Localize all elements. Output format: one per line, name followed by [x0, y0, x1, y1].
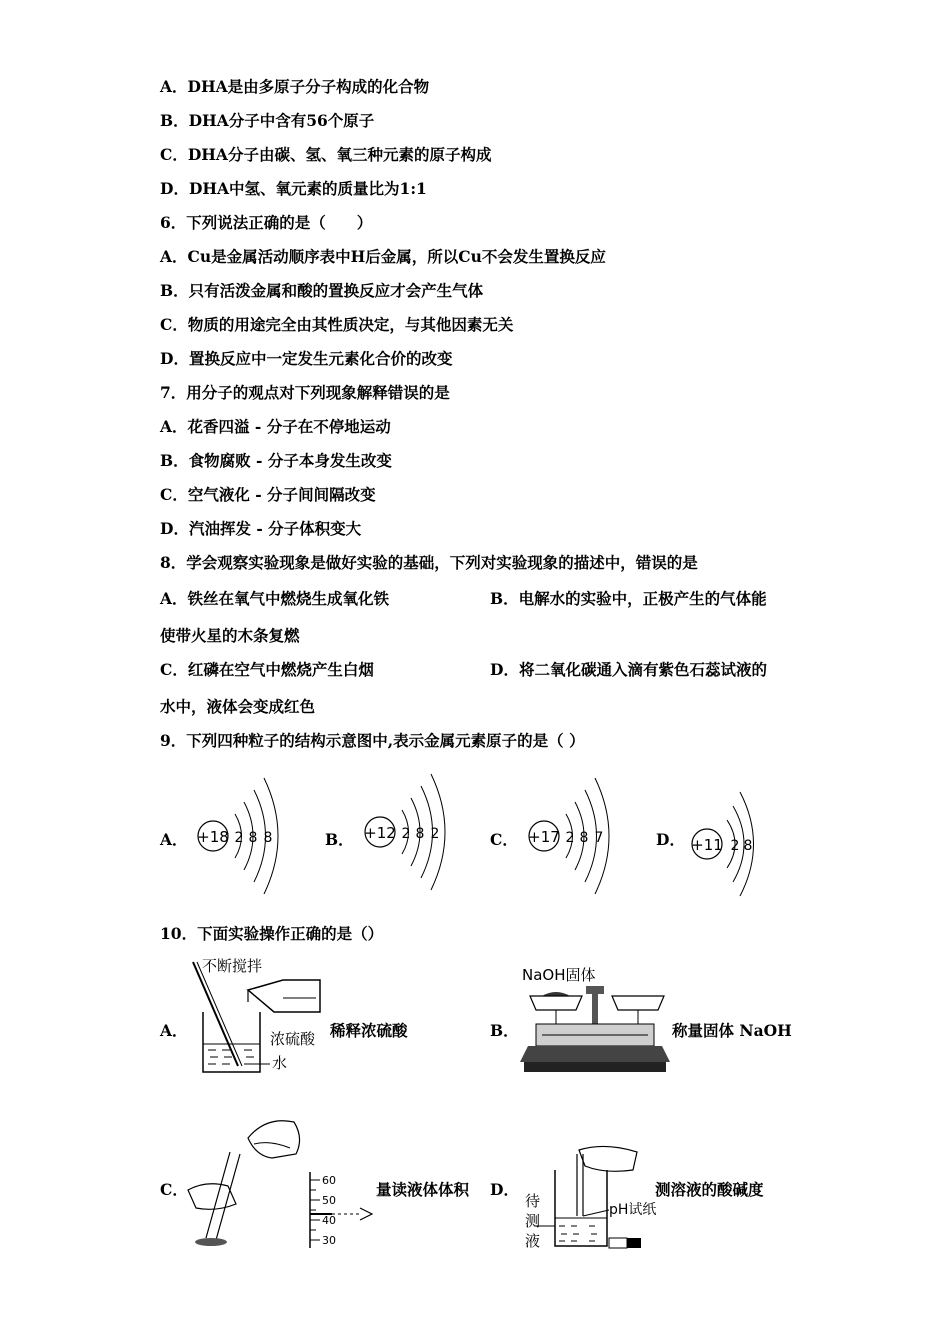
shell-c-1: 2 [565, 830, 575, 846]
atom-diagram-c [522, 772, 632, 902]
q10-label-c: C． [160, 1180, 188, 1199]
shell-c-2: 8 [579, 830, 589, 846]
acid-label: 浓硫酸 [270, 1030, 316, 1048]
shell-a-2: 8 [248, 830, 258, 846]
q6-option-d: D．置换反应中一定发生元素化合价的改变 [160, 349, 453, 368]
q6-option-b: B．只有活泼金属和酸的置换反应才会产生气体 [160, 281, 484, 300]
q8-stem: 8．学会观察实验现象是做好实验的基础，下列对实验现象的描述中，错误的是 [160, 553, 698, 572]
q5-option-c: C．DHA分子由碳、氢、氧三种元素的原子构成 [160, 145, 492, 164]
atom-diagram-b [358, 768, 468, 898]
water-label: 水 [272, 1054, 288, 1072]
q8-option-d-continued: 水中，液体会变成红色 [160, 697, 316, 716]
shell-c-3: 7 [594, 830, 604, 846]
shell-a-1: 2 [234, 830, 244, 846]
q9-label-d: D． [656, 830, 685, 849]
q10-caption-c: 量读液体体积 [376, 1180, 470, 1199]
tick-50: 50 [322, 1194, 336, 1207]
naoh-solid-label: NaOH固体 [522, 966, 596, 984]
shell-a-3: 8 [263, 830, 273, 846]
ph-paper-label: pH试纸 [609, 1202, 657, 1218]
tick-30: 30 [322, 1234, 336, 1247]
cylinder-reading-figure [186, 1108, 376, 1252]
tick-60: 60 [322, 1174, 336, 1187]
liquid-label-1: 待 [525, 1192, 541, 1210]
q10-stem: 10．下面实验操作正确的是（） [160, 924, 384, 943]
dilute-acid-figure [188, 954, 328, 1078]
q10-caption-d: 测溶液的酸碱度 [655, 1180, 764, 1199]
nucleus-d: +11 [691, 836, 723, 854]
q7-option-c: C．空气液化 - 分子间间隔改变 [160, 485, 376, 504]
shell-b-3: 2 [430, 826, 440, 842]
nucleus-c: +17 [528, 828, 560, 846]
q9-label-b: B． [325, 830, 354, 849]
q8-option-b: B．电解水的实验中，正极产生的气体能 [490, 589, 767, 608]
balance-figure [520, 962, 670, 1078]
shell-b-1: 2 [401, 826, 411, 842]
q9-stem: 9．下列四种粒子的结构示意图中,表示金属元素原子的是（ ） [160, 731, 585, 750]
q5-option-b: B．DHA分子中含有56个原子 [160, 111, 375, 130]
stir-label: 不断搅拌 [202, 957, 263, 975]
liquid-label-2: 测 [525, 1212, 541, 1230]
q7-option-b: B．食物腐败 - 分子本身发生改变 [160, 451, 392, 470]
q5-option-d: D．DHA中氢、氧元素的质量比为1:1 [160, 179, 427, 198]
liquid-label-3: 液 [525, 1232, 541, 1250]
q7-option-d: D．汽油挥发 - 分子体积变大 [160, 519, 362, 538]
atom-diagram-d [685, 790, 775, 900]
q9-label-a: A． [160, 830, 188, 849]
q6-option-a: A．Cu是金属活动顺序表中H后金属，所以Cu不会发生置换反应 [160, 247, 606, 266]
q6-stem: 6．下列说法正确的是（ ） [160, 213, 373, 232]
shell-b-2: 8 [415, 826, 425, 842]
q9-label-c: C． [490, 830, 518, 849]
q5-option-a: A．DHA是由多原子分子构成的化合物 [160, 77, 430, 96]
atom-diagram-a [190, 772, 300, 902]
q8-option-a: A．铁丝在氧气中燃烧生成氧化铁 [160, 589, 390, 608]
q7-stem: 7．用分子的观点对下列现象解释错误的是 [160, 383, 450, 402]
nucleus-b: +12 [364, 824, 396, 842]
q10-label-b: B． [490, 1021, 519, 1040]
q7-option-a: A．花香四溢 - 分子在不停地运动 [160, 417, 391, 436]
q10-label-d: D． [490, 1180, 519, 1199]
ph-test-figure [515, 1144, 665, 1252]
shell-d-1: 2 [730, 838, 740, 854]
q6-option-c: C．物质的用途完全由其性质决定，与其他因素无关 [160, 315, 514, 334]
tick-40: 40 [322, 1214, 336, 1227]
shell-d-2: 8 [743, 838, 753, 854]
q8-option-c: C．红磷在空气中燃烧产生白烟 [160, 660, 374, 679]
q10-caption-a: 稀释浓硫酸 [330, 1021, 408, 1040]
q8-option-d: D．将二氧化碳通入滴有紫色石蕊试液的 [490, 660, 767, 679]
q10-caption-b: 称量固体 NaOH [672, 1021, 792, 1040]
q10-label-a: A． [160, 1021, 188, 1040]
q8-option-b-continued: 使带火星的木条复燃 [160, 626, 300, 645]
nucleus-a: +18 [197, 828, 229, 846]
